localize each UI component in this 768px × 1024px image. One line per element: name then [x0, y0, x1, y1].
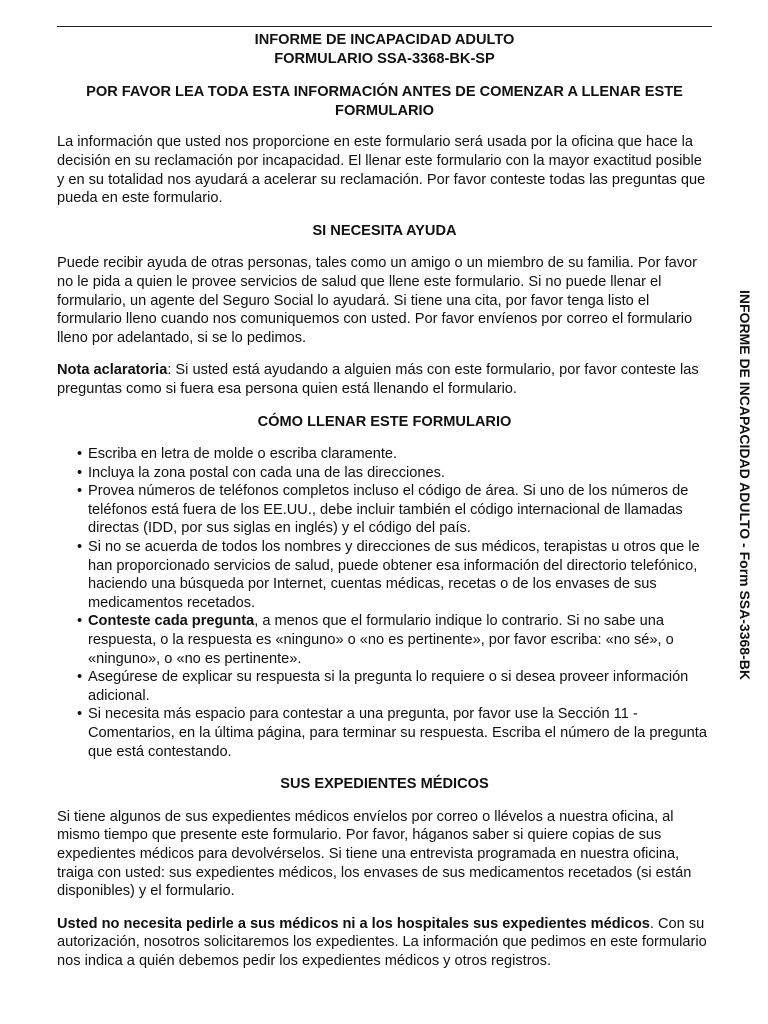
list-item: • Si no se acuerda de todos los nombres y direcciones de sus médicos, terapistas u otros que le han proporcionado servicios de salud, puede obtener esa información del directorio telefónico, haciendo una búsqueda por Internet, cuentas médicas, recetas o de los envases de sus medicamentos recetados.	[77, 538, 712, 612]
list-item: • Si necesita más espacio para contestar a una pregunta, por favor use la Sección 11 - Comentarios, en la última página, para terminar su respuesta. Escriba el número de la pregunta que está contestando.	[77, 705, 712, 761]
read-first-notice: POR FAVOR LEA TODA ESTA INFORMACIÓN ANTES DE COMENZAR A LLENAR ESTE FORMULARIO	[86, 84, 683, 119]
help-heading: SI NECESITA AYUDA	[312, 222, 457, 239]
intro-paragraph: La información que usted nos proporcione en este formulario será usada por la oficina que hace la decisión en su reclamación por incapacidad. El llenar este formulario con la mayor exactitud posible y en su totalidad nos ayudará a acelerar su reclamación. Por favor conteste todas las preguntas que pueda en este formulario.	[57, 134, 706, 207]
note-text: : Si usted está ayudando a alguien más con este formulario, por favor conteste las preguntas como si fuera esa persona quien está llenando el formulario.	[57, 362, 699, 397]
records-heading: SUS EXPEDIENTES MÉDICOS	[280, 776, 489, 793]
instructions-list	[57, 445, 712, 761]
note-paragraph	[57, 361, 712, 398]
records-note-paragraph	[57, 915, 712, 971]
records-paragraph: Si tiene algunos de sus expedientes médicos envíelos por correo o llévelos a nuestra oficina, al mismo tiempo que presente este formulario. Por favor, háganos saber si quiere copias de sus expedientes médicos para devolvérselos. Si tiene una entrevista programada en nuestra oficina, traiga con usted: sus expedientes médicos, los envases de sus medicamentos recetados (si están disponibles) y el formulario.	[57, 808, 692, 900]
list-item: • Asegúrese de explicar su respuesta si la pregunta lo requiere o si desea proveer información adicional.	[77, 668, 712, 705]
form-number: FORMULARIO SSA-3368-BK-SP	[274, 50, 495, 67]
note-label: Nota aclaratoria	[57, 362, 168, 379]
answer-every-question-label: Conteste cada pregunta	[88, 613, 255, 630]
list-item	[77, 612, 712, 668]
document-body	[57, 31, 712, 985]
list-item: • Escriba en letra de molde o escriba claramente.	[77, 445, 712, 464]
list-item: • Provea números de teléfonos completos incluso el código de área. Si uno de los números de teléfonos está fuera de los EE.UU., debe incluir también el código internacional de llamadas directas (IDD, por sus siglas en inglés) y el código del país.	[77, 482, 712, 538]
records-bold-lead: Usted no necesita pedirle a sus médicos ni a los hospitales sus expedientes médicos	[57, 915, 650, 932]
side-form-title: INFORME DE INCAPACIDAD ADULTO - Form SSA-3368-BK	[737, 290, 753, 680]
how-to-heading: CÓMO LLENAR ESTE FORMULARIO	[257, 413, 512, 430]
list-item: • Incluya la zona postal con cada una de las direcciones.	[77, 464, 712, 483]
help-paragraph: Puede recibir ayuda de otras personas, tales como un amigo o un miembro de su familia. Por favor no le pida a quien le provee servicios de salud que llene este formulario. Si no puede llenar el formulario, un agente del Seguro Social lo ayudará. Si tiene una cita, por favor tenga listo el formulario lleno cuando nos comuniquemos con usted. Por favor envíenos por correo el formulario lleno por adelantado, si se lo pedimos.	[57, 255, 698, 346]
list-item-text: , a menos que el formulario indique lo contrario. Si no sabe una respuesta, o la respuesta es «ninguno» o «no es pertinente», por favor escriba: «no sé», o «ninguno», o «no es pertinente».	[88, 613, 674, 667]
top-rule	[57, 26, 712, 27]
form-title: INFORME DE INCAPACIDAD ADULTO	[254, 32, 515, 48]
records-tail: . Con su autorización, nosotros solicitaremos los expedientes. La información que pedimos en este formulario nos indica a quién debemos pedir los expedientes médicos y otros registros.	[57, 915, 707, 969]
